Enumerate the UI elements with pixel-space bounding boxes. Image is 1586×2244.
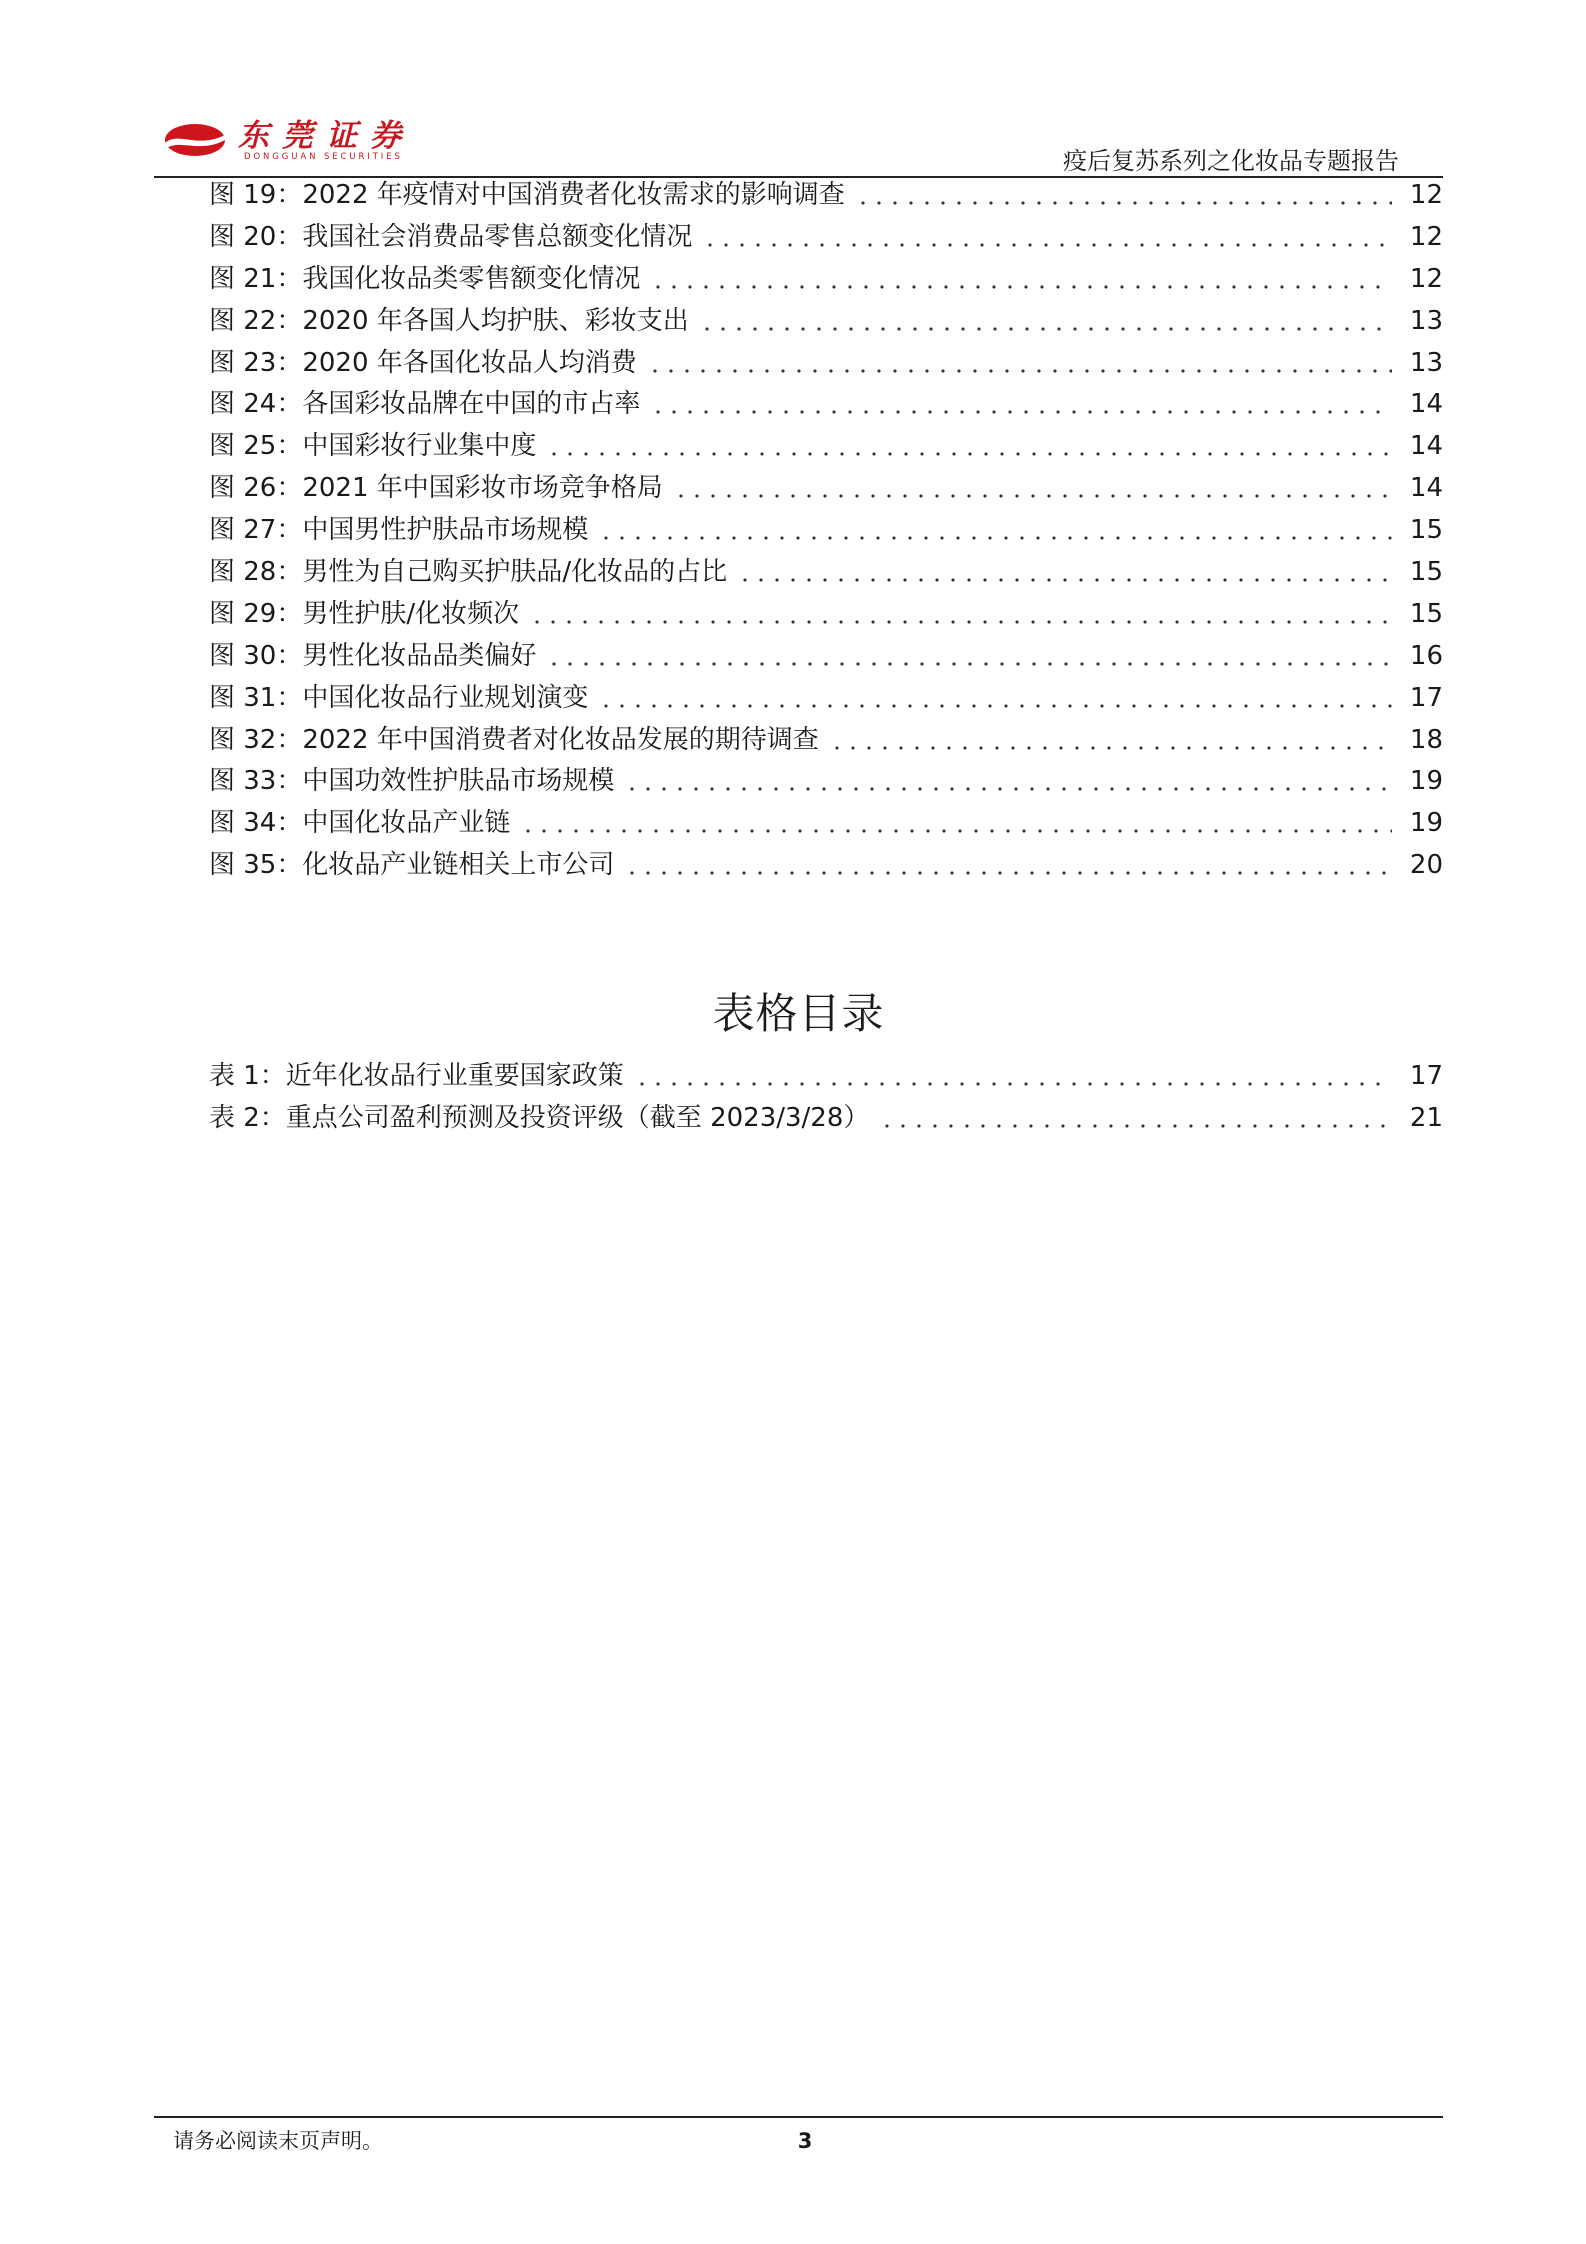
toc-entry-figure-31[interactable] <box>209 678 1443 720</box>
toc-entry-page: 21 <box>1409 1102 1443 1133</box>
toc-entry-label: 表 1：近年化妆品行业重要国家政策 <box>209 1061 624 1091</box>
toc-entry-label: 图 27：中国男性护肤品市场规模 <box>209 515 589 546</box>
toc-entry-page: 13 <box>1409 347 1443 378</box>
toc-entry-page: 17 <box>1409 682 1443 713</box>
toc-entry-label: 图 28：男性为自己购买护肤品/化妆品的占比 <box>209 557 728 588</box>
dot-leader <box>699 301 1392 343</box>
toc-entry-page: 12 <box>1409 263 1443 294</box>
toc-entry-label: 图 19：2022 年疫情对中国消费者化妆需求的影响调查 <box>209 180 845 210</box>
toc-entry-label: 图 25：中国彩妆行业集中度 <box>209 431 537 462</box>
toc-entry-figure-28[interactable] <box>209 552 1443 594</box>
footer-divider <box>154 2116 1443 2118</box>
dot-leader <box>598 678 1392 720</box>
toc-entry-page: 13 <box>1409 305 1443 336</box>
table-toc-list <box>209 1056 1443 1140</box>
dot-leader <box>702 217 1392 259</box>
toc-entry-figure-22[interactable] <box>209 301 1443 343</box>
toc-entry-label: 图 26：2021 年中国彩妆市场竞争格局 <box>209 473 663 504</box>
figure-toc-list <box>209 175 1443 887</box>
toc-entry-page: 15 <box>1409 557 1443 588</box>
dot-leader <box>546 426 1392 468</box>
company-logo <box>164 120 426 164</box>
toc-entry-label: 图 34：中国化妆品产业链 <box>209 808 511 839</box>
toc-entry-figure-21[interactable] <box>209 259 1443 301</box>
toc-entry-label: 图 30：男性化妆品品类偏好 <box>209 640 537 671</box>
toc-entry-page: 18 <box>1409 724 1443 755</box>
toc-entry-label: 图 21：我国化妆品类零售额变化情况 <box>209 263 641 294</box>
dot-leader <box>855 175 1392 217</box>
dot-leader <box>673 468 1392 510</box>
toc-entry-figure-30[interactable] <box>209 636 1443 678</box>
toc-entry-page: 20 <box>1409 850 1443 881</box>
toc-entry-figure-27[interactable] <box>209 510 1443 552</box>
dot-leader <box>634 1056 1392 1098</box>
dongguan-securities-logo-icon <box>164 122 226 158</box>
toc-entry-page: 19 <box>1409 766 1443 797</box>
toc-entry-figure-26[interactable] <box>209 468 1443 510</box>
dot-leader <box>879 1098 1392 1140</box>
dot-leader <box>529 594 1392 636</box>
report-title: 疫后复苏系列之化妆品专题报告 <box>1063 147 1399 175</box>
dot-leader <box>598 510 1392 552</box>
dot-leader <box>546 636 1392 678</box>
toc-entry-label: 图 31：中国化妆品行业规划演变 <box>209 682 589 713</box>
logo-english-name: DONGGUAN SECURITIES <box>244 152 403 162</box>
toc-entry-label: 表 2：重点公司盈利预测及投资评级（截至 2023/3/28） <box>209 1102 870 1133</box>
toc-entry-page: 15 <box>1409 598 1443 629</box>
toc-entry-page: 16 <box>1409 640 1443 671</box>
toc-entry-page: 17 <box>1409 1061 1443 1091</box>
toc-entry-page: 15 <box>1409 515 1443 546</box>
toc-entry-figure-34[interactable] <box>209 803 1443 845</box>
table-toc-heading: 表格目录 <box>712 989 885 1038</box>
page-number: 3 <box>797 2129 813 2153</box>
toc-entry-figure-35[interactable] <box>209 845 1443 887</box>
dot-leader <box>650 259 1392 301</box>
toc-entry-page: 19 <box>1409 808 1443 839</box>
toc-entry-label: 图 32：2022 年中国消费者对化妆品发展的期待调查 <box>209 724 819 755</box>
dot-leader <box>624 845 1392 887</box>
dot-leader <box>829 720 1392 762</box>
footer-disclaimer: 请务必阅读末页声明。 <box>173 2129 383 2153</box>
dot-leader <box>650 384 1392 426</box>
toc-entry-figure-33[interactable] <box>209 761 1443 803</box>
toc-entry-label: 图 29：男性护肤/化妆频次 <box>209 598 520 629</box>
toc-entry-label: 图 23：2020 年各国化妆品人均消费 <box>209 347 637 378</box>
toc-entry-page: 14 <box>1409 431 1443 462</box>
toc-entry-figure-23[interactable] <box>209 343 1443 385</box>
toc-entry-figure-25[interactable] <box>209 426 1443 468</box>
toc-entry-page: 12 <box>1409 221 1443 252</box>
toc-entry-label: 图 24：各国彩妆品牌在中国的市占率 <box>209 389 641 420</box>
toc-entry-label: 图 22：2020 年各国人均护肤、彩妆支出 <box>209 305 689 336</box>
dot-leader <box>647 343 1392 385</box>
logo-chinese-name: 东莞证券 <box>238 118 414 154</box>
toc-entry-page: 14 <box>1409 389 1443 420</box>
toc-entry-label: 图 35：化妆品产业链相关上市公司 <box>209 850 615 881</box>
dot-leader <box>737 552 1392 594</box>
toc-entry-page: 12 <box>1409 180 1443 210</box>
toc-entry-figure-24[interactable] <box>209 384 1443 426</box>
dot-leader <box>520 803 1392 845</box>
toc-entry-label: 图 20：我国社会消费品零售总额变化情况 <box>209 221 693 252</box>
dot-leader <box>624 761 1392 803</box>
toc-entry-figure-32[interactable] <box>209 720 1443 762</box>
toc-entry-label: 图 33：中国功效性护肤品市场规模 <box>209 766 615 797</box>
toc-entry-table-1[interactable] <box>209 1056 1443 1098</box>
toc-entry-figure-19[interactable] <box>209 175 1443 217</box>
toc-entry-figure-20[interactable] <box>209 217 1443 259</box>
toc-entry-table-2[interactable] <box>209 1098 1443 1140</box>
toc-entry-figure-29[interactable] <box>209 594 1443 636</box>
toc-entry-page: 14 <box>1409 473 1443 504</box>
